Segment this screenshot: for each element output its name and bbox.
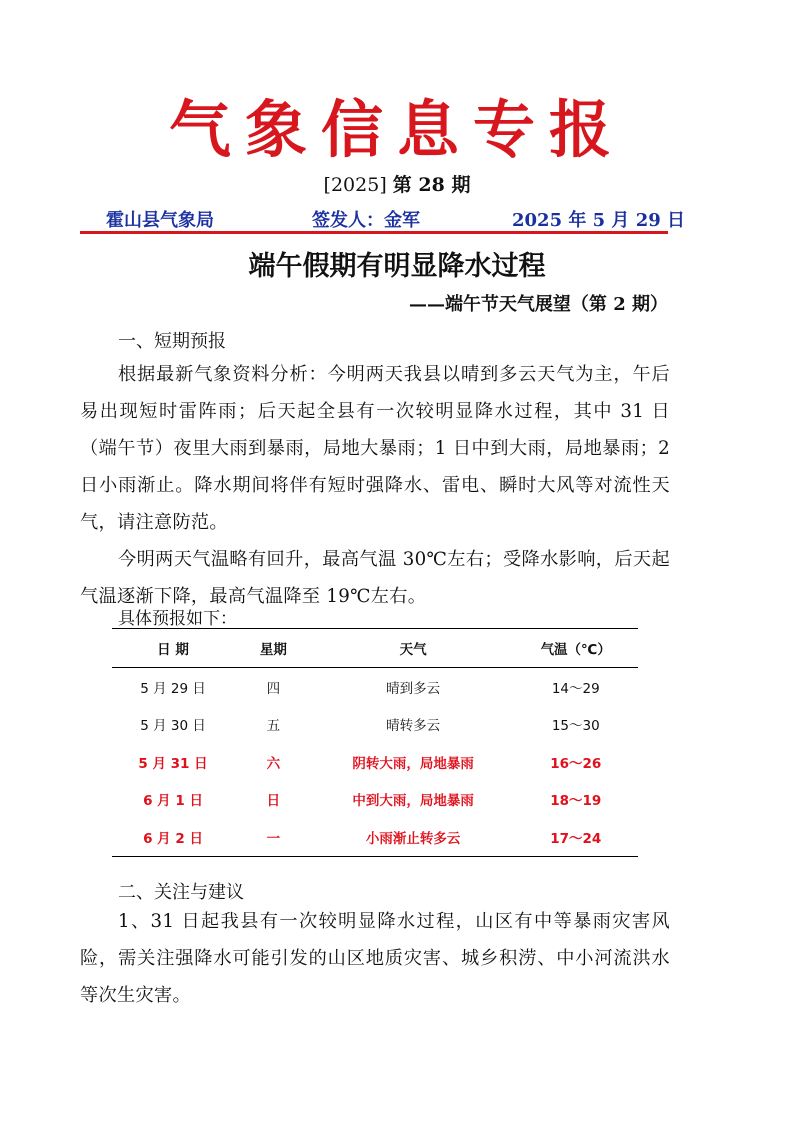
section-heading-short-term: 一、短期预报 (118, 331, 226, 352)
cell-weather: 中到大雨，局地暴雨 (352, 793, 474, 810)
table-row (112, 668, 638, 706)
cell-date: 6 月 1 日 (143, 793, 203, 810)
cell-weekday: 五 (266, 718, 281, 735)
col-weekday: 星期 (234, 629, 313, 668)
cell-weather: 阴转大雨，局地暴雨 (352, 755, 474, 772)
cell-weather: 晴到多云 (386, 680, 441, 697)
issuing-org: 霍山县气象局 (106, 210, 214, 231)
cell-temp: 14～29 (551, 680, 600, 697)
cell-weather: 小雨渐止转多云 (313, 818, 514, 857)
temperature-paragraph: 今明两天气温略有回升，最高气温 30℃左右；受降水影响，后天起气温逐渐下降，最高气温降至 19℃左右。 (80, 549, 670, 607)
cell-temp: 15～30 (551, 718, 600, 735)
cell-temp: 16～26 (550, 755, 602, 772)
cell-weekday: 四 (266, 680, 281, 697)
col-date: 日 期 (112, 629, 234, 668)
cell-temp: 17～24 (514, 818, 639, 857)
article-title: 端午假期有明显降水过程 (248, 251, 546, 282)
masthead-title: 气象信息专报 (168, 93, 625, 166)
table-row-highlight (112, 818, 638, 857)
table-row-highlight (112, 743, 638, 781)
cell-weather: 晴转多云 (386, 718, 441, 735)
issue-no: 第 28 期 (392, 174, 471, 196)
cell-date: 5 月 29 日 (140, 680, 206, 697)
article-subtitle: ——端午节天气展望（第 2 期） (408, 294, 668, 315)
advice-paragraph: 1、31 日起我县有一次较明显降水过程，山区有中等暴雨灾害风险，需关注强降水可能引发的山区地质灾害、城乡积涝、中小河流洪水等次生灾害。 (80, 911, 670, 1006)
cell-weekday: 六 (266, 755, 281, 772)
red-divider (80, 231, 668, 234)
table-header-row (112, 629, 638, 668)
issue-number (0, 170, 794, 197)
col-temperature: 气温（℃） (514, 629, 639, 668)
issue-date: 2025 年 5 月 29 日 (512, 210, 686, 231)
cell-date: 5 月 31 日 (138, 755, 208, 772)
cell-temp: 18～19 (550, 793, 602, 810)
cell-weekday: 一 (234, 818, 313, 857)
col-weather: 天气 (313, 629, 514, 668)
section-heading-advice: 二、关注与建议 (118, 882, 244, 903)
table-row (112, 706, 638, 744)
issue-year: [2025] (323, 174, 387, 196)
table-intro: 具体预报如下： (118, 609, 237, 629)
forecast-table (112, 628, 638, 857)
cell-weekday: 日 (266, 793, 281, 810)
cell-date: 6 月 2 日 (112, 818, 234, 857)
header-info-line (92, 206, 686, 231)
forecast-paragraph: 根据最新气象资料分析：今明两天我县以晴到多云天气为主，午后易出现短时雷阵雨；后天起全县有一次较明显降水过程，其中 31 日（端午节）夜里大雨到暴雨，局地大暴雨；1 日中到大雨，局地暴雨；2 日小雨渐止。降水期间将伴有短时强降水、雷电、瞬时大风等对流性天气，请注意防范。 (80, 364, 670, 533)
issuer: 签发人：金军 (312, 210, 420, 231)
table-row-highlight (112, 781, 638, 819)
cell-date: 5 月 30 日 (140, 718, 206, 735)
